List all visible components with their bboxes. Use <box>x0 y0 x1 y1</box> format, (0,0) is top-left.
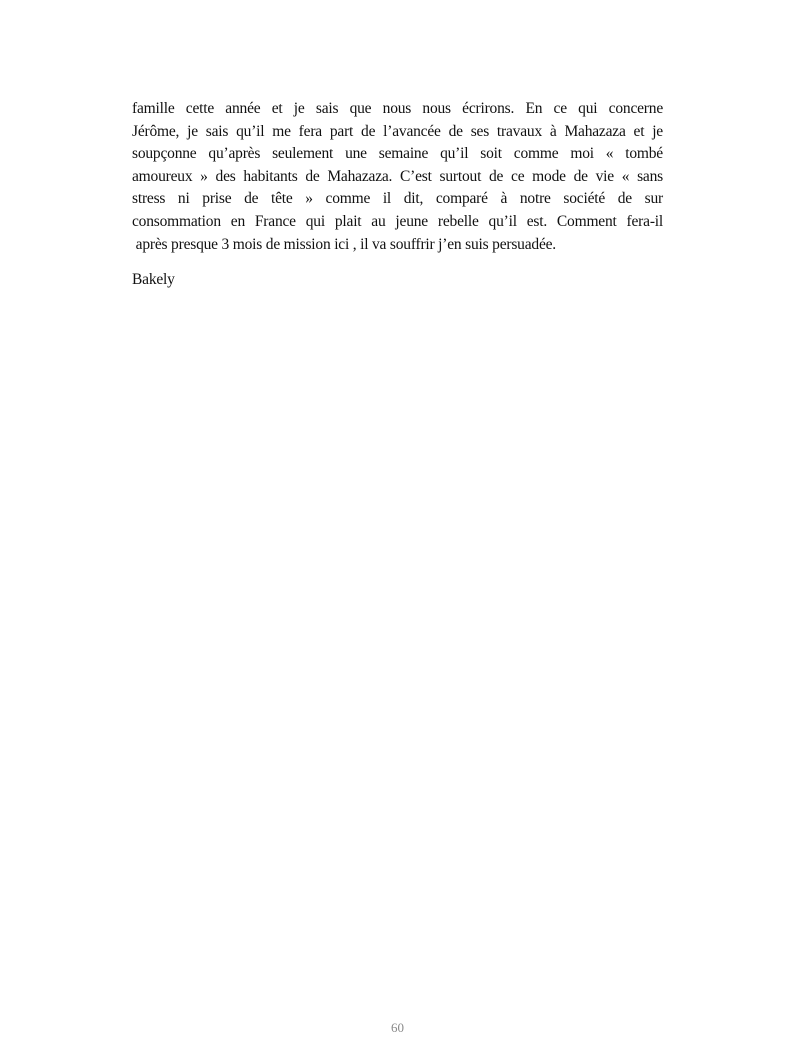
page-number: 60 <box>391 1020 404 1035</box>
paragraph-line-5: stress ni prise de tête » comme il dit, comparé à notre société de sur <box>132 190 663 208</box>
paragraph-line-2: Jérôme, je sais qu’il me fera part de l’avancée de ses travaux à Mahazaza et je <box>132 122 663 140</box>
body-paragraph <box>132 98 663 256</box>
signature: Bakely <box>132 271 175 288</box>
paragraph-line-1: famille cette année et je sais que nous nous écrirons. En ce qui concerne <box>132 100 663 117</box>
paragraph-line-4: amoureux » des habitants de Mahazaza. C’est surtout de ce mode de vie « sans <box>132 167 663 185</box>
paragraph-line-6: consommation en France qui plait au jeune rebelle qu’il est. Comment fera-il <box>132 212 663 230</box>
paragraph-line-3: soupçonne qu’après seulement une semaine qu’il soit comme moi « tombé <box>132 145 663 163</box>
paragraph-line-7: après presque 3 mois de mission ici , il va souffrir j’en suis persuadée. <box>132 235 556 253</box>
